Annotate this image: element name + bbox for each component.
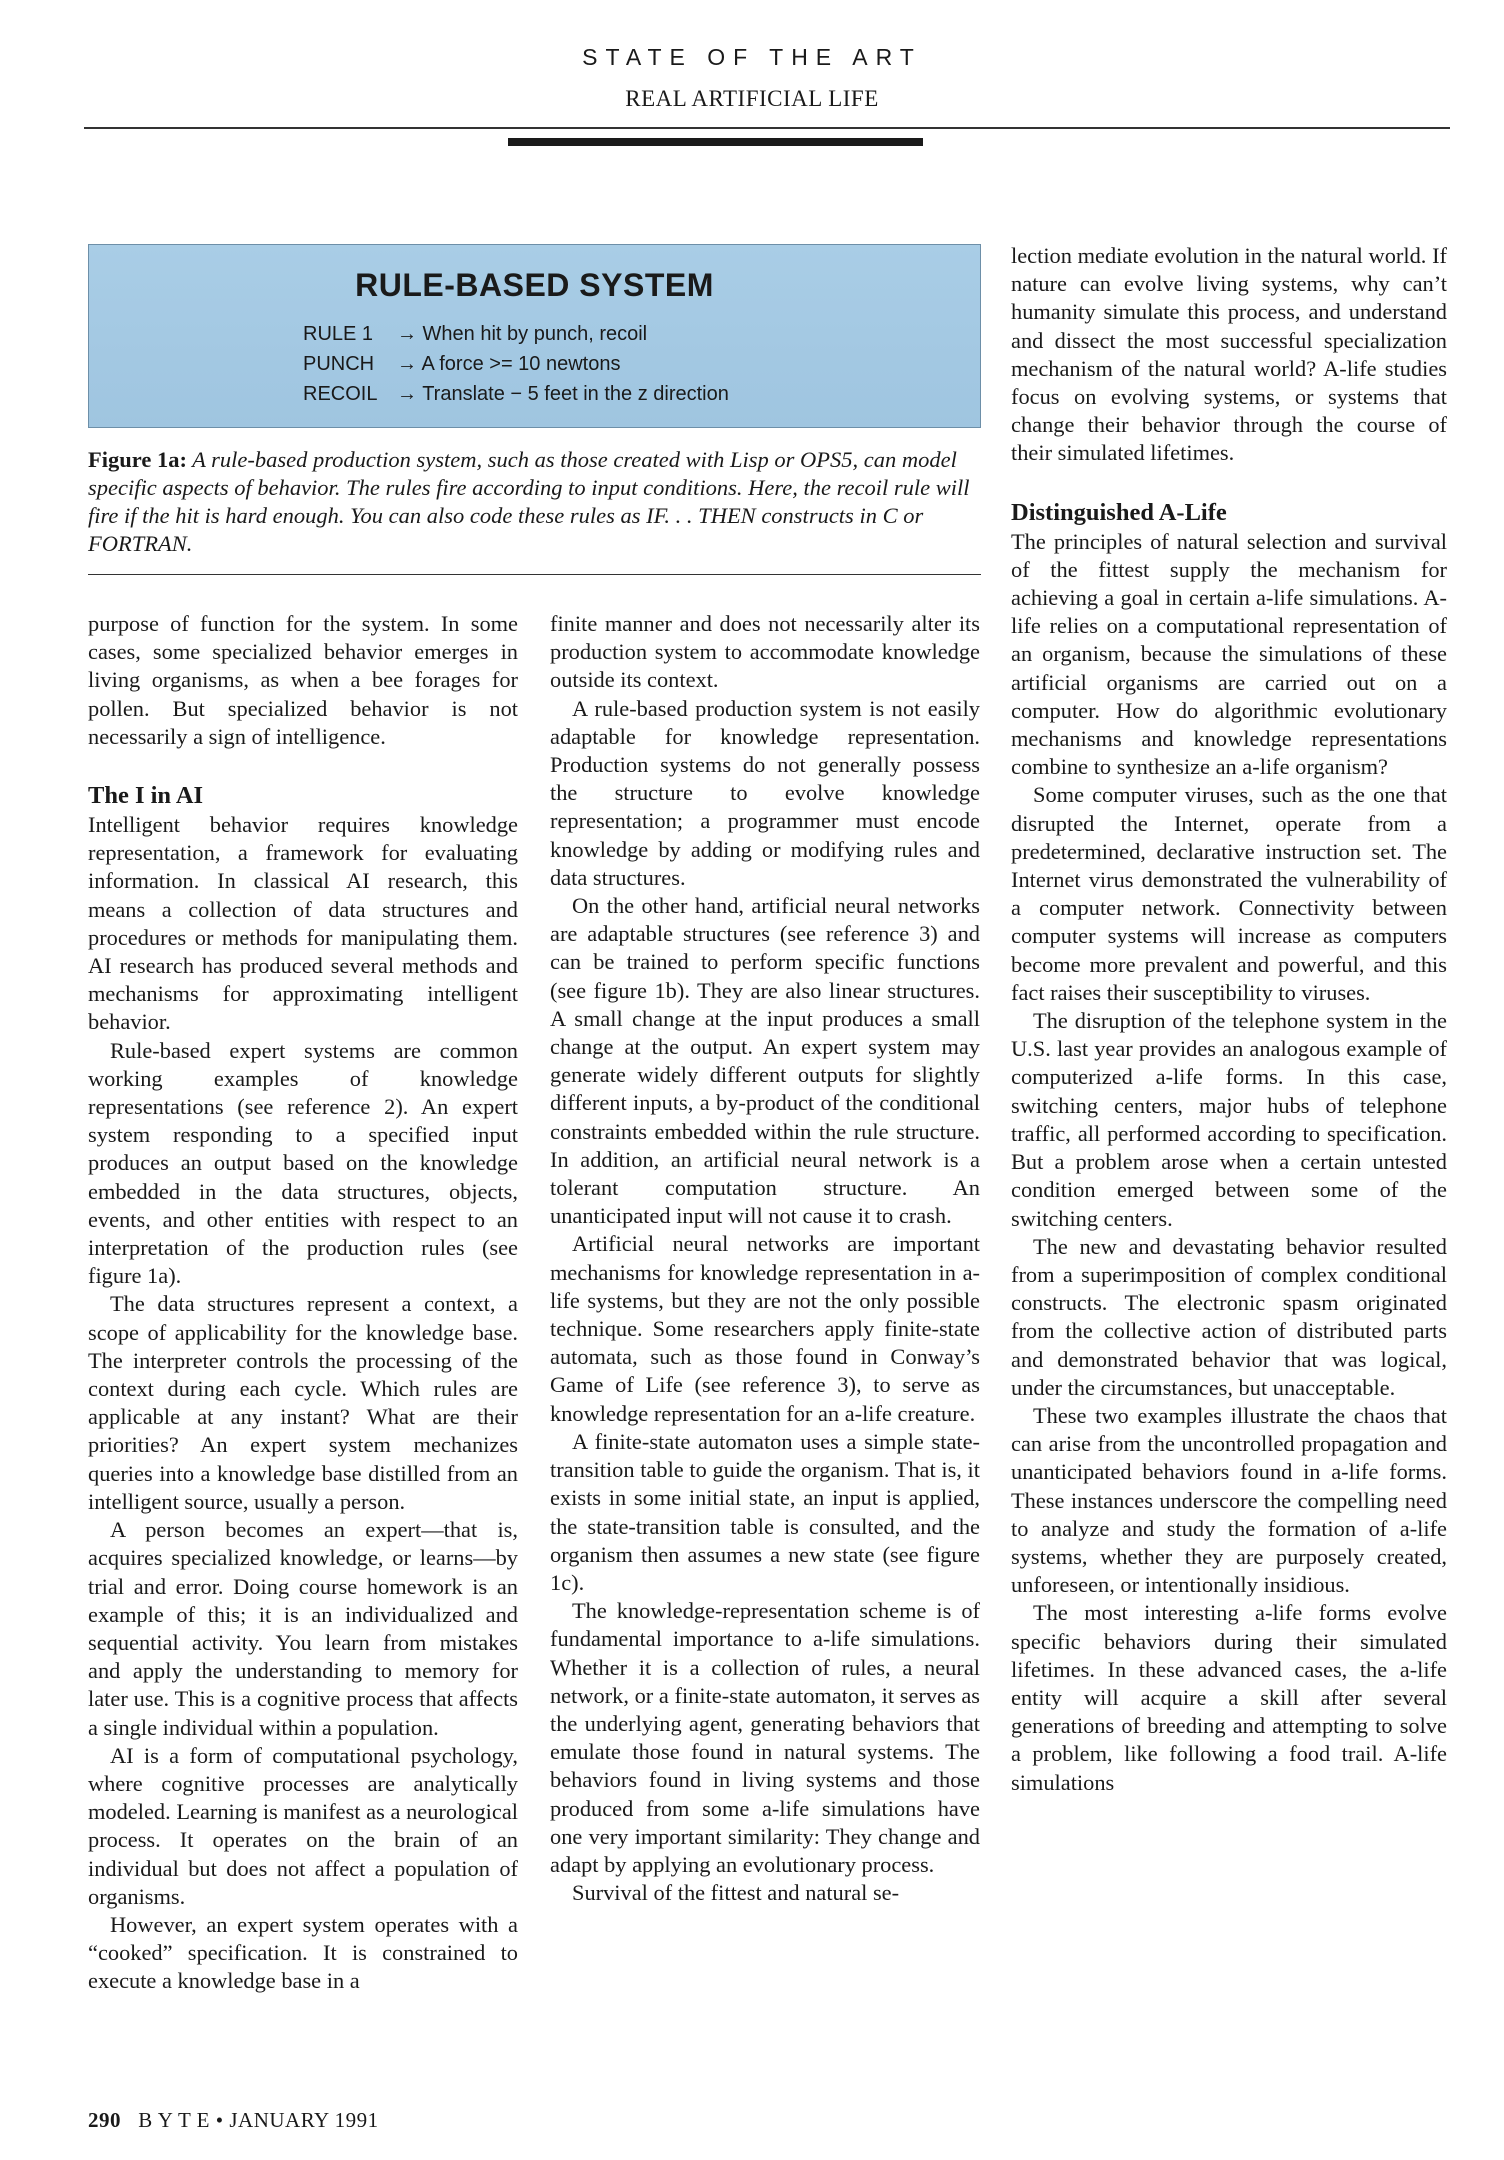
page-number: 290 [88, 2108, 121, 2132]
publication-info: B Y T E • JANUARY 1991 [138, 2108, 379, 2132]
paragraph: AI is a form of computational psychology, where cognitive processes are analytically modeled. Learning is manifest as a neurological process. It operates on the brain of an individual but does not affect a population of organisms. [88, 1742, 518, 1909]
paragraph: A rule-based production system is not easily adaptable for knowledge representation. Production systems do not generally possess the structure to evolve knowledge representation; a programmer must encode knowledge by adding or modifying rules and data structures. [550, 695, 980, 890]
column-1 [88, 610, 518, 1996]
paragraph: A person becomes an expert—that is, acquires specialized knowledge, or learns—by trial and error. Doing course homework is an example of this; it is an individualized and sequential activity. You learn from mistakes and apply the understanding to memory for later use. This is a cognitive process that affects a single individual within a population. [88, 1517, 518, 1740]
paragraph: The new and devastating behavior resulted from a superimposition of complex conditional constructs. The electronic spasm originated from the collective action of distributed parts and demonstrated behavior that was logical, under the circumstances, but unacceptable. [1011, 1233, 1447, 1400]
paragraph: The most interesting a-life forms evolve specific behaviors during their simulated lifetimes. In these advanced cases, the a-life entity will acquire a skill after several generations of breeding and attempting to solve a problem, like following a food trail. A-life simulations [1011, 1600, 1447, 1795]
header-accent-bar [508, 138, 923, 146]
header-divider [84, 127, 1450, 129]
paragraph: A finite-state automaton uses a simple state-transition table to guide the organism. That is, it exists in some initial state, an input is applied, the state-transition table is consulted, and the organism then assumes a new state (see figure 1c). [550, 1428, 980, 1595]
rule-name: RECOIL [303, 383, 378, 405]
paragraph: The principles of natural selection and survival of the fittest supply the mechanism for achieving a goal in certain a-life simulations. A-life relies on a computational representation of an organism, because the simulations of these artificial organisms are carried out on a computer. How do algorithmic evolutionary mechanisms and knowledge representations combine to synthesize an a-life organism? [1011, 528, 1447, 780]
figure-caption-text: A rule-based production system, such as those created with Lisp or OPS5, can model specific aspects of behavior. The rules fire according to input conditions. Here, the recoil rule will fire if the hit is hard enough. You can also code these rules as IF. . . THEN constructs in C or FORTRAN. [88, 447, 970, 556]
figure-1a-diagram [88, 244, 981, 428]
figure-caption [88, 446, 981, 558]
rule-description: → Translate − 5 feet in the z direction [397, 383, 729, 405]
section-heading: The I in AI [88, 782, 204, 810]
rule-description: → When hit by punch, recoil [397, 323, 648, 345]
figure-caption-label: Figure 1a: [88, 447, 187, 472]
paragraph: lection mediate evolution in the natural world. If nature can evolve living systems, why can’t humanity simulate this process, and understand and dissect the most successful specialization mechanism of the natural world? A-life studies focus on evolving systems, or systems that change their behavior through the course of their simulated lifetimes. [1011, 243, 1447, 466]
article-title: REAL ARTIFICIAL LIFE [625, 86, 879, 111]
paragraph: However, an expert system operates with a “cooked” specification. It is constrained to execute a knowledge base in a [88, 1911, 518, 1994]
paragraph: These two examples illustrate the chaos that can arise from the uncontrolled propagation and unanticipated behaviors found in a-life forms. These instances underscore the compelling need to analyze and study the formation of a-life systems, whether they are purposely created, unforeseen, or intentionally insidious. [1011, 1402, 1447, 1598]
paragraph: purpose of function for the system. In some cases, some specialized behavior emerges in living organisms, as when a bee forages for pollen. But specialized behavior is not necessarily a sign of intelligence. [88, 611, 518, 749]
rule-description: → A force >= 10 newtons [397, 353, 621, 375]
paragraph: Artificial neural networks are important mechanisms for knowledge representation in a-life systems, but they are not the only possible technique. Some researchers apply finite-state automata, such as those found in Conway’s Game of Life (see reference 3), to serve as knowledge representation for an a-life creature. [550, 1231, 980, 1426]
paragraph: The knowledge-representation scheme is of fundamental importance to a-life simulations. Whether it is a collection of rules, a neural network, or a finite-state automaton, it serves as the underlying agent, generating behaviors that emulate those found in natural systems. The behaviors found in living systems and those produced from some a-life simulations have one very important similarity: They change and adapt by applying an evolutionary process. [550, 1598, 980, 1877]
paragraph: On the other hand, artificial neural networks are adaptable structures (see reference 3) and can be trained to perform specific functions (see figure 1b). They are also linear structures. A small change at the input produces a small change at the output. An expert system may generate widely different outputs for slightly different inputs, a by-product of the conditional constraints embedded within the rule structure. In addition, an artificial neural network is a tolerant computation structure. An unanticipated input will not cause it to crash. [550, 893, 980, 1229]
paragraph: finite manner and does not necessarily alter its production system to accommodate knowledge outside its context. [550, 611, 980, 693]
column-3 [1011, 242, 1447, 1797]
rule-name: RULE 1 [303, 323, 374, 345]
section-heading: Distinguished A-Life [1011, 498, 1227, 526]
paragraph: Survival of the fittest and natural se- [572, 1880, 900, 1906]
caption-divider [88, 574, 981, 575]
page-footer [88, 2108, 379, 2133]
paragraph: The data structures represent a context, a scope of applicability for the knowledge base. The interpreter controls the processing of the context during each cycle. Which rules are applicable at any instant? What are their priorities? An expert system mechanizes queries into a knowledge base distilled from an intelligent source, usually a person. [88, 1291, 518, 1514]
paragraph: The disruption of the telephone system in the U.S. last year provides an analogous example of computerized a-life forms. In this case, switching centers, major hubs of telephone traffic, all performed according to specification. But a problem arose when a certain untested condition emerged between some of the switching centers. [1011, 1008, 1447, 1231]
column-2 [550, 610, 980, 1907]
paragraph: Intelligent behavior requires knowledge representation, a framework for evaluating information. In classical AI research, this means a collection of data structures and procedures or methods for manipulating them. AI research has produced several methods and mechanisms for approximating intelligent behavior. [88, 812, 518, 1035]
paragraph: Some computer viruses, such as the one that disrupted the Internet, operate from a predetermined, declarative instruction set. The Internet virus demonstrated the vulnerability of a computer network. Connectivity between computer systems will increase as computers become more prevalent and powerful, and this fact raises their susceptibility to viruses. [1011, 782, 1447, 1005]
rule-name: PUNCH [303, 353, 375, 375]
section-kicker: STATE OF THE ART [582, 44, 922, 70]
figure-title: RULE-BASED SYSTEM [355, 267, 714, 303]
paragraph: Rule-based expert systems are common working examples of knowledge representations (see reference 2). An expert system responding to a specified input produces an output based on the knowledge embedded in the data structures, objects, events, and other entities with respect to an interpretation of the production rules (see figure 1a). [88, 1037, 518, 1289]
